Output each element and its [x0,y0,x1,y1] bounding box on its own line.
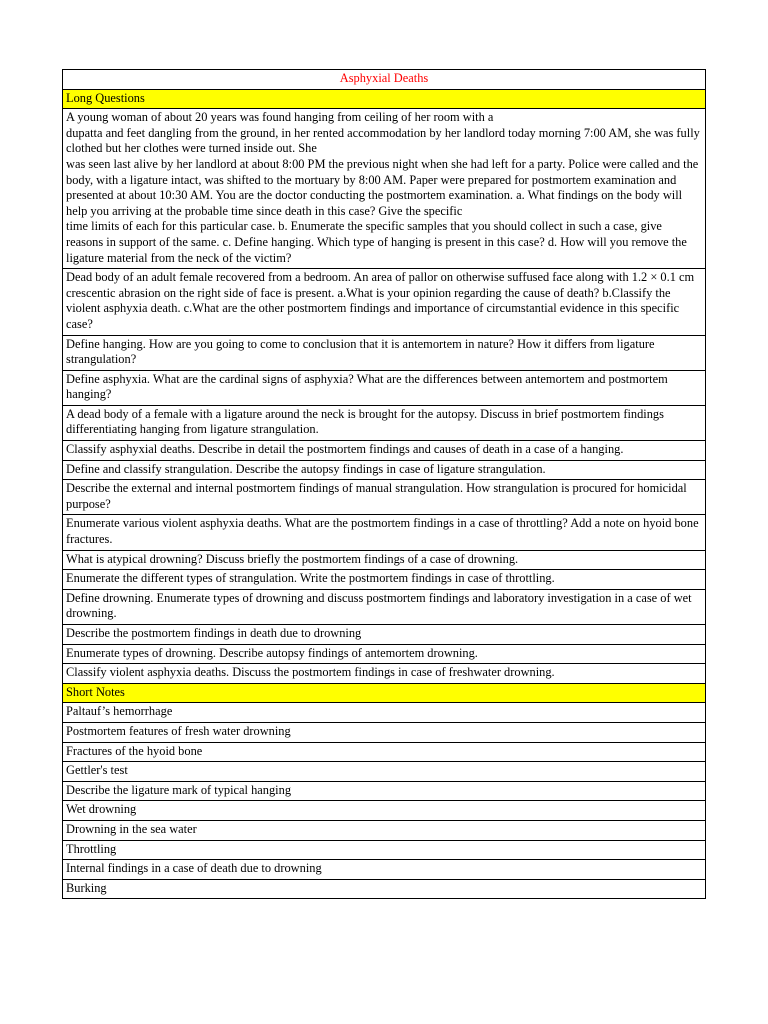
table-row [63,644,706,664]
short-note-cell: Describe the ligature mark of typical hanging [63,781,706,801]
table-row [63,480,706,515]
long-question-cell: A dead body of a female with a ligature around the neck is brought for the autopsy. Discuss in brief postmortem findings differentiating hanging from ligature strangulation. [63,405,706,440]
short-notes-header-row [63,683,706,703]
questions-table-body [63,70,706,899]
title-row [63,70,706,90]
long-question-cell: What is atypical drowning? Discuss briefly the postmortem findings of a case of drowning. [63,550,706,570]
table-row [63,370,706,405]
table-row [63,820,706,840]
short-note-cell: Gettler's test [63,762,706,782]
long-question-cell: Describe the postmortem findings in death due to drowning [63,625,706,645]
long-question-cell [63,269,706,335]
table-row [63,335,706,370]
table-row [63,801,706,821]
short-note-cell: Fractures of the hyoid bone [63,742,706,762]
table-row [63,703,706,723]
long-question-cell: Enumerate the different types of strangulation. Write the postmortem findings in case of throttling. [63,570,706,590]
long-questions-heading: Long Questions [63,89,706,109]
table-row [63,269,706,335]
long-question-cell: Describe the external and internal postmortem findings of manual strangulation. How strangulation is procured for homicidal purpose? [63,480,706,515]
table-row [63,762,706,782]
table-row [63,405,706,440]
long-question-cell: Enumerate types of drowning. Describe autopsy findings of antemortem drowning. [63,644,706,664]
table-row [63,589,706,624]
long-question-cell: Define hanging. How are you going to come to conclusion that it is antemortem in nature? How it differs from ligature strangulation? [63,335,706,370]
long-question-cell: Classify asphyxial deaths. Describe in detail the postmortem findings and causes of death in a case of a hanging. [63,441,706,461]
table-row [63,840,706,860]
table-row [63,742,706,762]
table-row [63,550,706,570]
long-questions-header-row [63,89,706,109]
questions-table [62,69,706,899]
question-line: dupatta and feet dangling from the ground, in her rented accommodation by her landlord today morning 7:00 AM, she was fully clothed but her clothes were turned inside out. She [66,125,700,156]
short-note-cell: Wet drowning [63,801,706,821]
long-question-cell: Define drowning. Enumerate types of drowning and discuss postmortem findings and laboratory investigation in a case of wet drowning. [63,589,706,624]
long-question-cell: Classify violent asphyxia deaths. Discuss the postmortem findings in case of freshwater drowning. [63,664,706,684]
table-row [63,570,706,590]
table-row [63,664,706,684]
table-row [63,109,706,269]
short-note-cell: Internal findings in a case of death due to drowning [63,860,706,880]
table-row [63,441,706,461]
table-row [63,625,706,645]
table-row [63,860,706,880]
table-row [63,515,706,550]
question-line: A young woman of about 20 years was found hanging from ceiling of her room with a [66,110,494,125]
document-title: Asphyxial Deaths [63,70,706,90]
short-note-cell: Postmortem features of fresh water drowning [63,722,706,742]
long-question-cell: Enumerate various violent asphyxia deaths. What are the postmortem findings in a case of throttling? Add a note on hyoid bone fractures. [63,515,706,550]
table-row [63,722,706,742]
short-note-cell: Drowning in the sea water [63,820,706,840]
question-line: Dead body of an adult female recovered from a bedroom. An area of pallor on otherwise suffused face along with 1.2 × 0.1 cm crescentic abrasion on the right side of face is present. a.What is your opinion regarding the cause of death? b.Classify the violent asphyxia death. c.What are the other postmortem findings and importance of circumstantial evidence in this specific case? [66,270,695,331]
short-notes-heading: Short Notes [63,683,706,703]
table-row [63,879,706,899]
long-question-cell [63,109,706,269]
short-note-cell: Throttling [63,840,706,860]
table-row [63,781,706,801]
short-note-cell: Burking [63,879,706,899]
short-note-cell: Paltauf’s hemorrhage [63,703,706,723]
table-row [63,460,706,480]
question-line: was seen last alive by her landlord at about 8:00 PM the previous night when she had left for a party. Police were called and the body, with a ligature intact, was shifted to the mortuary by 8:00 AM. Paper were prepared for postmortem examination and presented at about 10:30 AM. You are the doctor conducting the postmortem examination. a. What findings on the body will help you arriving at the probable time since death in this case? Give the specific [66,156,699,218]
question-line: time limits of each for this particular case. b. Enumerate the specific samples that you should collect in such a case, give reasons in support of the same. c. Define hanging. Which type of hanging is present in this case? d. How will you remove the ligature material from the neck of the victim? [66,219,687,265]
long-question-cell: Define asphyxia. What are the cardinal signs of asphyxia? What are the differences between antemortem and postmortem hanging? [63,370,706,405]
long-question-cell: Define and classify strangulation. Describe the autopsy findings in case of ligature strangulation. [63,460,706,480]
